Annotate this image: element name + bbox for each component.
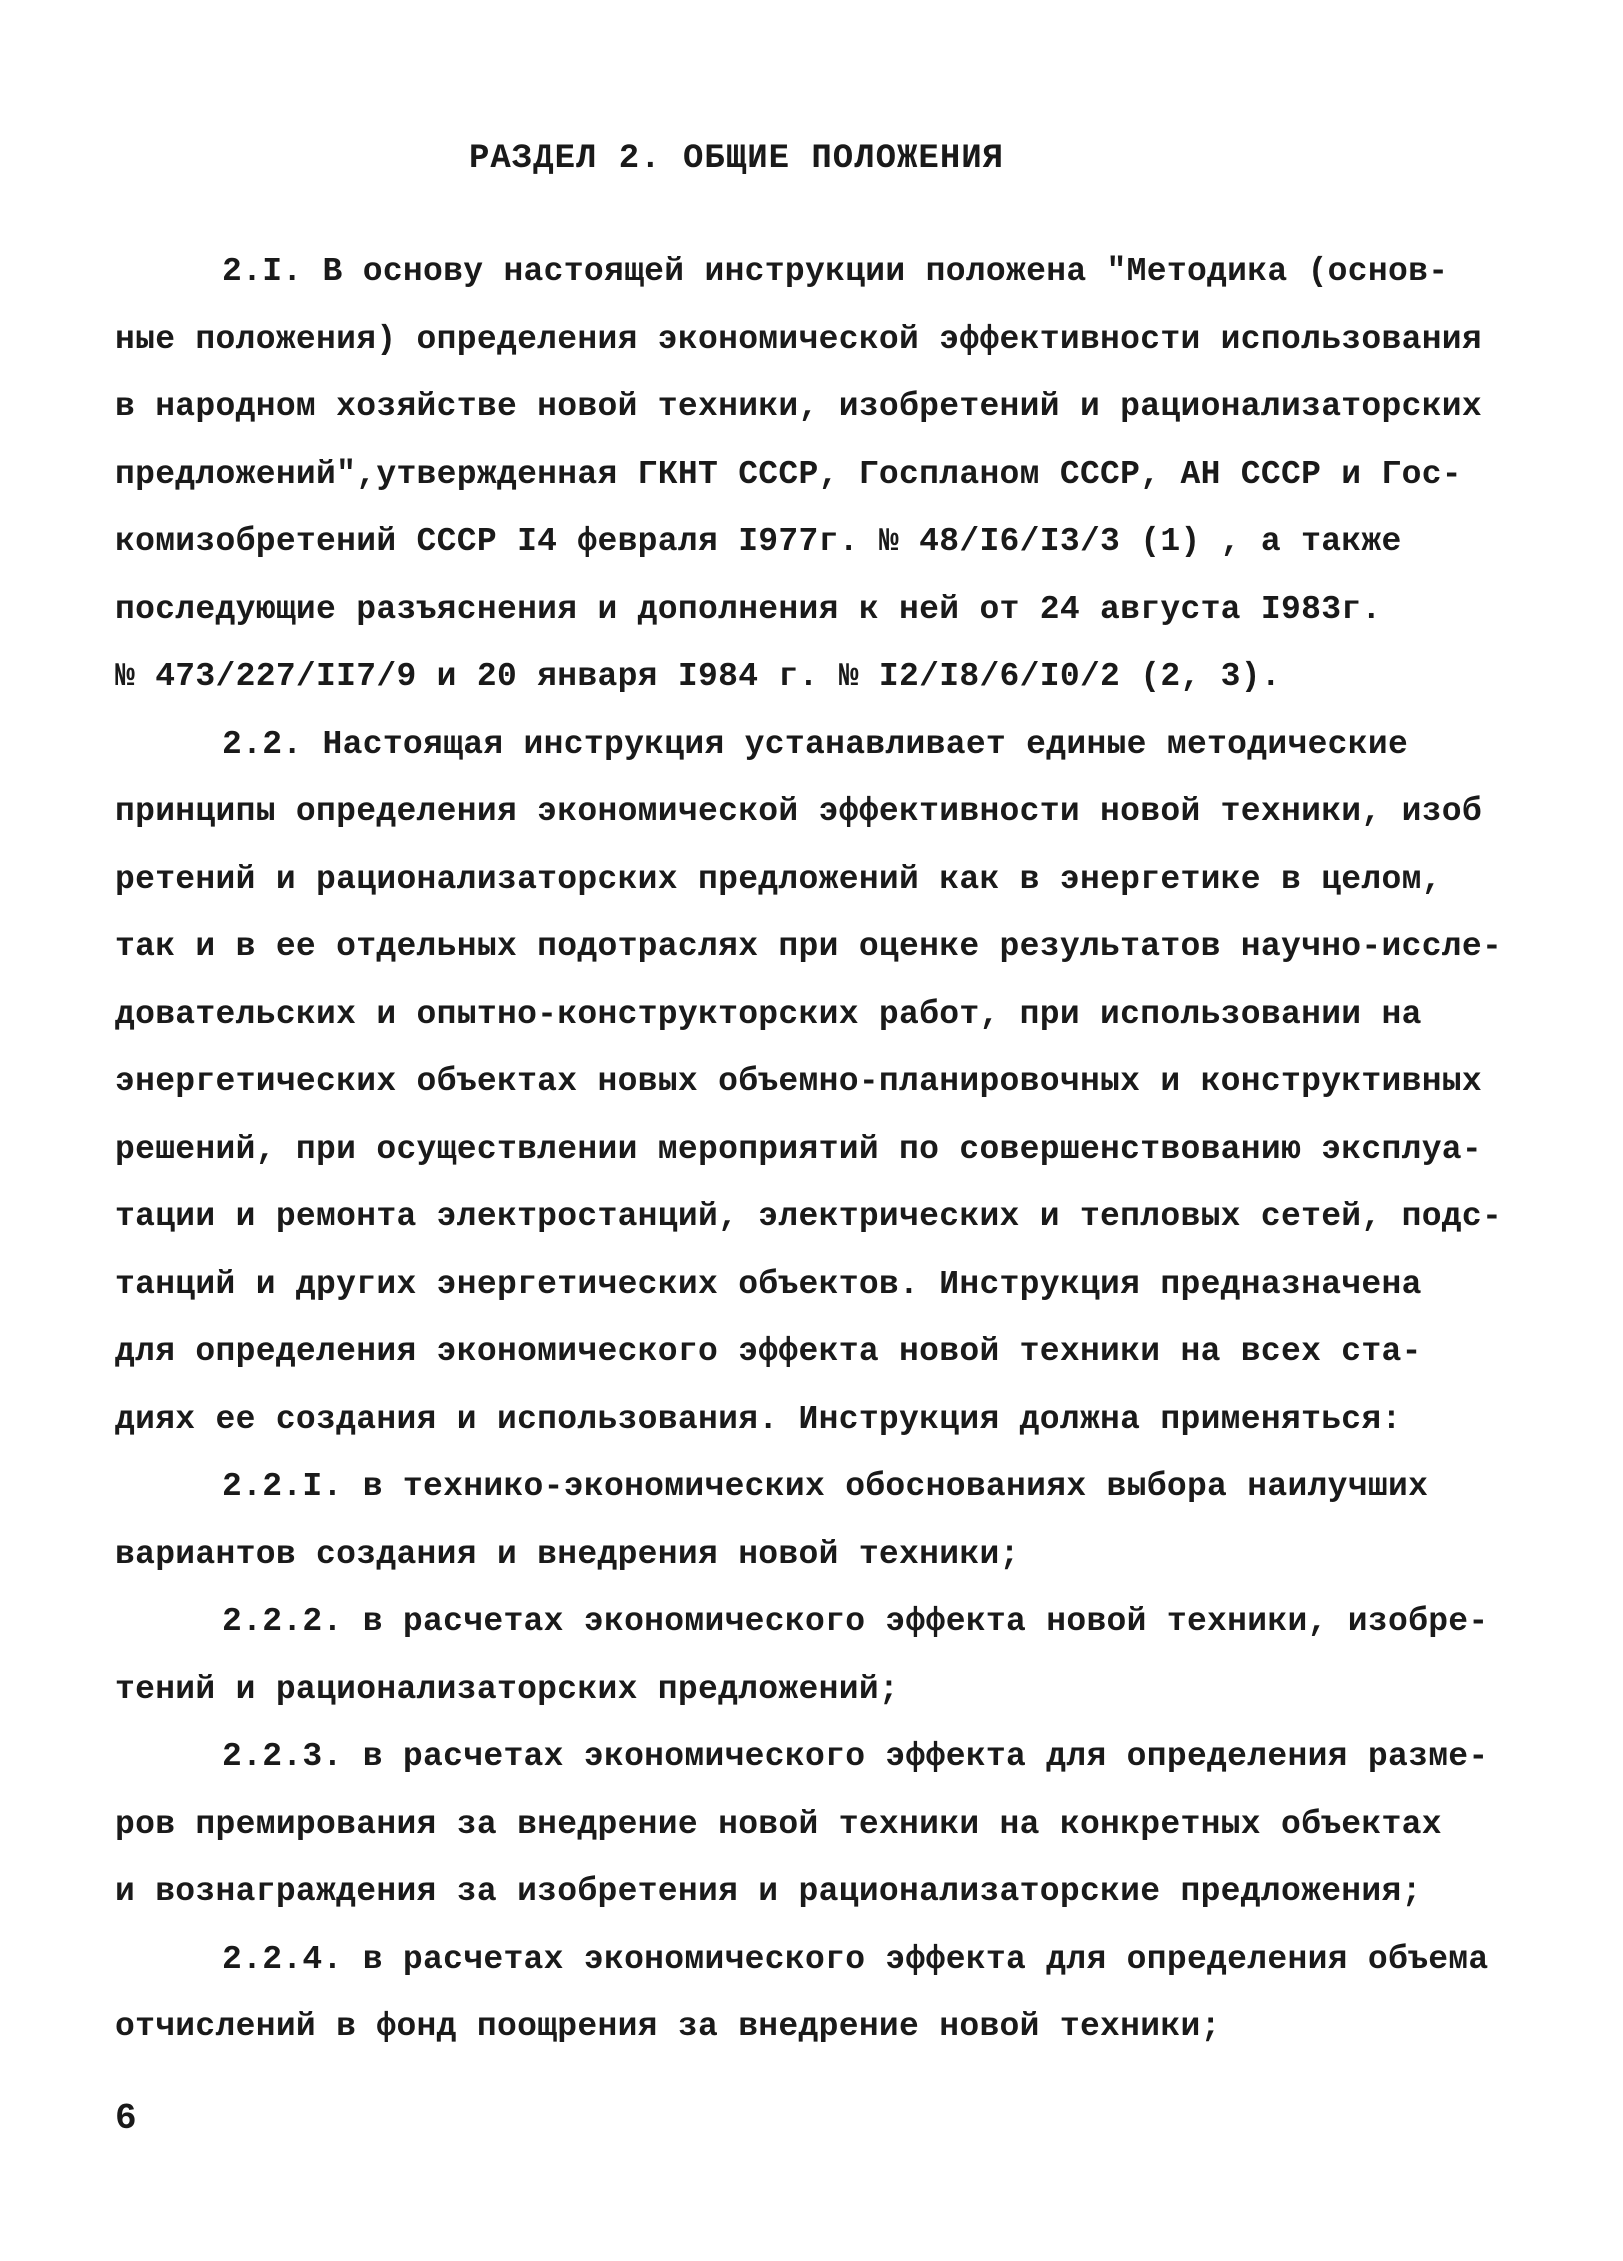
text-line: принципы определения экономической эффективности новой техники, изоб [115,793,1483,830]
text-line: ные положения) определения экономической эффективности использования [115,320,1483,358]
text-line: предложений",утвержденная ГКНТ СССР, Госпланом СССР, АН СССР и Гос- [115,455,1462,493]
text-line: и вознаграждения за изобретения и рационализаторские предложения; [115,1873,1422,1910]
text-line: танций и других энергетических объектов. Инструкция предназначена [115,1265,1422,1303]
page-number: 6 [115,2098,137,2139]
text-line: № 473/227/II7/9 и 20 января I984 г. № I2/I8/6/I0/2 (2, 3). [115,658,1281,695]
text-line: 2.2.4. в расчетах экономического эффекта для определения объема [222,1940,1489,1978]
text-line: ров премирования за внедрение новой техники на конкретных объектах [115,1805,1442,1843]
text-line: энергетических объектах новых объемно-планировочных и конструктивных [115,1063,1483,1100]
text-line: в народном хозяйстве новой техники, изобретений и рационализаторских [115,388,1483,425]
text-line: 2.2. Настоящая инструкция устанавливает единые методические [222,725,1409,763]
text-line: диях ее создания и использования. Инструкция должна применяться: [115,1400,1402,1438]
text-line: решений, при осуществлении мероприятий по совершенствованию эксплуа- [115,1130,1483,1168]
text-line: 2.2.3. в расчетах экономического эффекта для определения разме- [222,1738,1489,1775]
text-line: для определения экономического эффекта новой техники на всех ста- [115,1333,1422,1370]
text-line: комизобретений СССР I4 февраля I977г. № 48/I6/I3/3 (1) , а также [115,523,1402,560]
text-line: вариантов создания и внедрения новой техники; [115,1535,1020,1573]
text-line: отчислений в фонд поощрения за внедрение новой техники; [115,2008,1221,2045]
body-text [115,238,1510,2061]
text-line: тации и ремонта электростанций, электрических и тепловых сетей, подс- [115,1198,1503,1235]
text-line: довательских и опытно-конструкторских работ, при использовании на [115,995,1422,1033]
text-line: 2.I. В основу настоящей инструкции положена "Методика (основ- [222,253,1449,290]
text-line: 2.2.2. в расчетах экономического эффекта новой техники, изобре- [222,1603,1489,1640]
text-line: ретений и рационализаторских предложений как в энергетике в целом, [115,860,1442,898]
text-line: так и в ее отдельных подотраслях при оценке результатов научно-иссле- [115,928,1503,965]
text-line: последующие разъяснения и дополнения к ней от 24 августа I983г. [115,590,1382,628]
section-title: РАЗДЕЛ 2. ОБЩИЕ ПОЛОЖЕНИЯ [468,140,1005,178]
text-line: 2.2.I. в технико-экономических обоснованиях выбора наилучших [222,1468,1429,1505]
text-line: тений и рационализаторских предложений; [115,1670,900,1708]
